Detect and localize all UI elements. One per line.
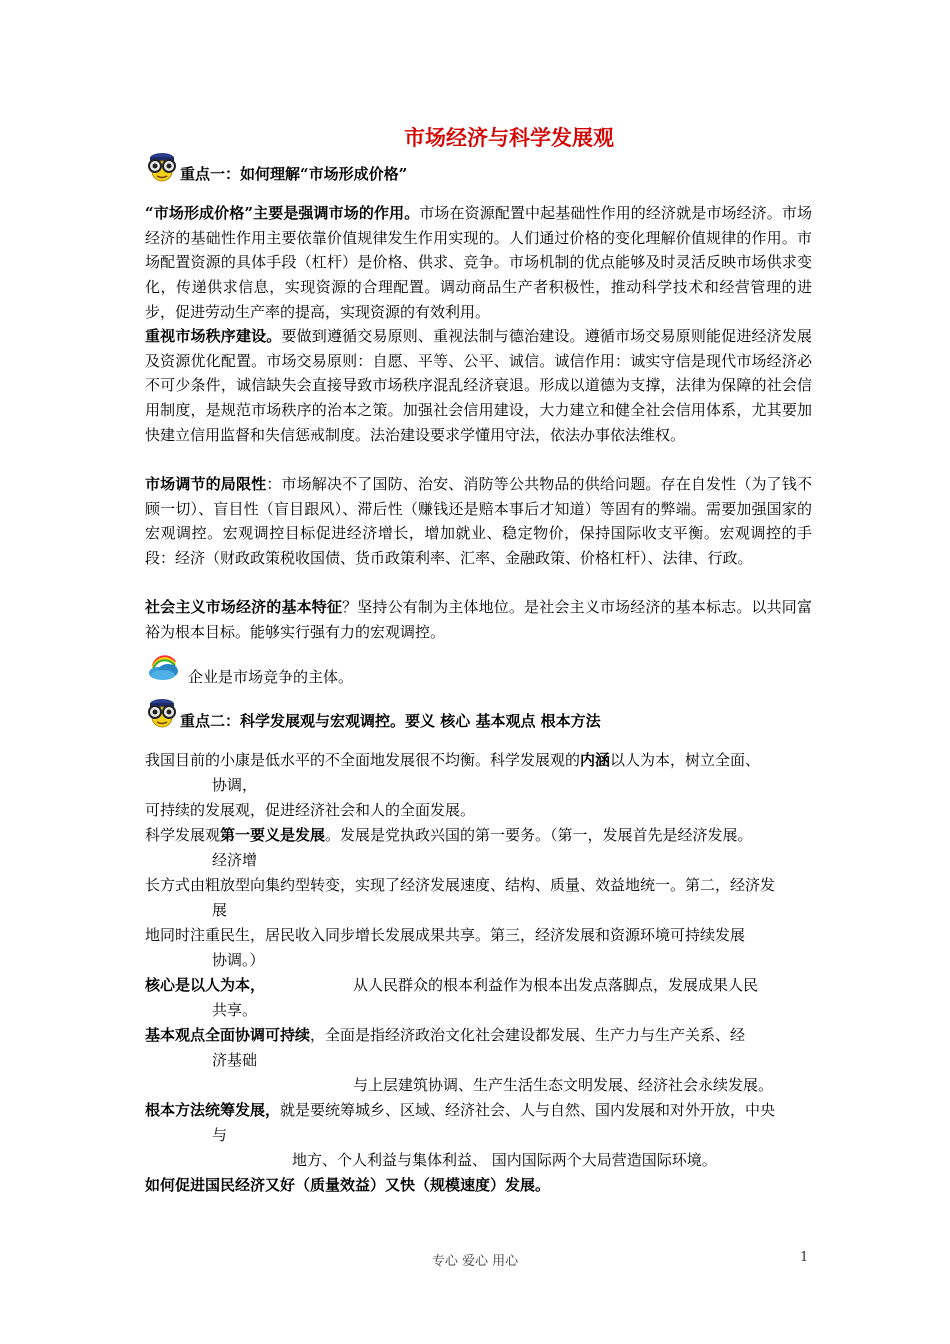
section2-line: 如何促进国民经济又好（质量效益）又快（规模速度）发展。	[145, 1176, 551, 1194]
section2-line: 协调。）	[212, 951, 265, 969]
section1-paragraph-price: “市场形成价格”主要是强调市场的作用。市场在资源配置中起基础性作用的经济就是市场经济。市场经济的基础性作用主要依靠价值规律发生作用实现的。人们通过价格的变化理解价值规律的作用。市场配置资源的具体手段（杠杆）是价格、供求、竞争。市场机制的优点能够及时灵活反映市场供求变化，传递供求信息，实现资源的合理配置。调动商品生产者积极性，推动科学技术和经营管理的进步，促进劳动生产率的提高，实现资源的有效利用。	[145, 204, 812, 321]
section2-line: 长方式由粗放型向集约型转变，实现了经济发展速度、结构、质量、效益地统一。第二，经济发	[145, 876, 776, 894]
section2-line: 可持续的发展观，促进经济社会和人的全面发展。	[145, 801, 476, 819]
document-title: 市场经济与科学发展观	[404, 125, 614, 150]
page-number: 1	[800, 1250, 809, 1265]
goggles-face-icon	[145, 152, 179, 182]
section2-line: 经济增	[212, 851, 258, 869]
section2-line: 与	[212, 1126, 228, 1144]
goggles-face-icon	[145, 698, 179, 728]
section2-line: 协调，	[212, 776, 258, 794]
section1-paragraph-features: 社会主义市场经济的基本特征？坚持公有制为主体地位。是社会主义市场经济的基本标志。以共同富裕为根本目标。能够实行强有力的宏观调控。	[145, 598, 812, 641]
section2-line: 根本方法统筹发展，就是要统筹城乡、区域、经济社会、人与自然、国内发展和对外开放，中央	[145, 1101, 776, 1119]
section2-line: 共享。	[212, 1001, 258, 1019]
cloud-weather-icon	[145, 650, 183, 682]
section1-note: 企业是市场竞争的主体。	[188, 668, 354, 686]
section1-heading: 重点一：如何理解“市场形成价格”	[180, 165, 408, 183]
section1-paragraph-limits: 市场调节的局限性：市场解决不了国防、治安、消防等公共物品的供给问题。存在自发性（为了钱不顾一切）、盲目性（盲目跟风）、滞后性（赚钱还是赔本事后才知道）等固有的弊端。需要加强国家的宏观调控。宏观调控目标促进经济增长，增加就业、稳定物价，保持国际收支平衡。宏观调控的手段：经济（财政政策税收国债、货币政策利率、汇率、金融政策、价格杠杆）、法律、行政。	[145, 475, 812, 568]
section2-line: 我国目前的小康是低水平的不全面地发展很不均衡。科学发展观的内涵以人为本，树立全面、	[145, 751, 761, 769]
section2-line: 基本观点全面协调可持续，全面是指经济政治文化社会建设都发展、生产力与生产关系、经	[145, 1026, 746, 1044]
section1-paragraph-order: 重视市场秩序建设。要做到遵循交易原则、重视法制与德治建设。遵循市场交易原则能促进经济发展及资源优化配置。市场交易原则：自愿、平等、公平、诚信。诚信作用：诚实守信是现代市场经济必不可少条件，诚信缺失会直接导致市场秩序混乱经济衰退。形成以道德为支撑，法律为保障的社会信用制度，是规范市场秩序的治本之策。加强社会信用建设，大力建立和健全社会信用体系，尤其要加快建立信用监督和失信惩戒制度。法治建设要求学懂用守法，依法办事依法维权。	[145, 327, 812, 444]
page-footer: 专心 爱心 用心	[431, 1254, 519, 1269]
section2-line: 从人民群众的根本利益作为根本出发点落脚点，发展成果人民	[353, 976, 759, 994]
section2-line: 济基础	[212, 1051, 258, 1069]
section2-line: 与上层建筑协调、生产生活生态文明发展、经济社会永续发展。	[353, 1076, 774, 1094]
section2-line: 核心是以人为本，	[145, 976, 266, 994]
section2-line: 地同时注重民生，居民收入同步增长发展成果共享。第三，经济发展和资源环境可持续发展	[145, 926, 746, 944]
section2-heading: 重点二：科学发展观与宏观调控。要义 核心 基本观点 根本方法	[180, 712, 601, 730]
section2-line: 科学发展观第一要义是发展。发展是党执政兴国的第一要务。（第一，发展首先是经济发展。	[145, 826, 753, 844]
section2-line: 展	[212, 901, 228, 919]
section2-line: 地方、个人利益与集体利益、 国内国际两个大局营造国际环境。	[292, 1151, 717, 1169]
